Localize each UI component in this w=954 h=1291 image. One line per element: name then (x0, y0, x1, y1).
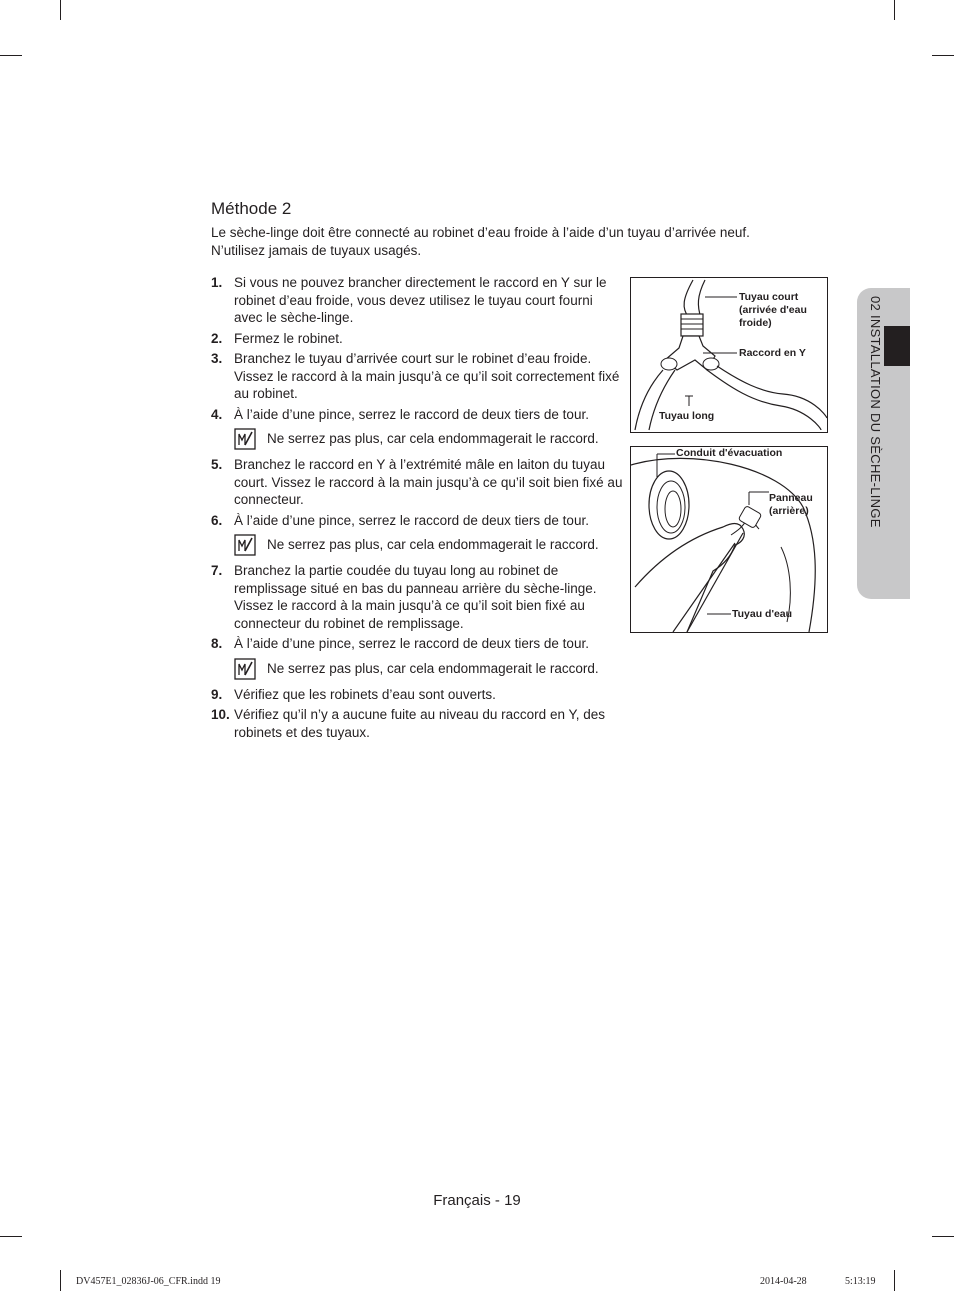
note-text: Ne serrez pas plus, car cela endommagerait le raccord. (267, 537, 599, 552)
step-text: Si vous ne pouvez brancher directement le raccord en Y sur le robinet d’eau froide, vous devez utilisez le tuyau court fourni avec le sèche-linge. (234, 275, 607, 325)
step-number: 2. (211, 330, 223, 346)
note-icon (234, 534, 256, 556)
step-number: 7. (211, 563, 223, 578)
print-slug-time: 5:13:19 (845, 1276, 876, 1287)
step-number: 3. (211, 351, 223, 366)
note-icon (234, 428, 256, 450)
note (211, 428, 623, 450)
step-text: Fermez le robinet. (234, 330, 343, 346)
step-number: 5. (211, 457, 223, 472)
crop-mark (60, 1270, 61, 1291)
step-text: Branchez le tuyau d’arrivée court sur le robinet d’eau froide. Vissez le raccord à la main jusqu’à ce qu’il soit correctement fixé au robinet. (234, 351, 620, 401)
step-number: 1. (211, 275, 223, 290)
step-text: À l’aide d’une pince, serrez le raccord de deux tiers de tour. (234, 512, 589, 528)
note-icon (234, 658, 256, 680)
chapter-tab-marker (884, 326, 910, 366)
step-item (211, 562, 623, 632)
step-text: Vérifiez que les robinets d’eau sont ouverts. (234, 686, 496, 702)
intro-line: N’utilisez jamais de tuyaux usagés. (211, 242, 422, 258)
step-item (211, 512, 623, 530)
step-item (211, 706, 623, 741)
step-text: Branchez le raccord en Y à l’extrémité mâle en laiton du tuyau court. Vissez le raccord à la main jusqu’à ce qu’il soit bien fixé au connecteur. (234, 457, 623, 507)
step-text: Vérifiez qu’il n’y a aucune fuite au niveau du raccord en Y, des robinets et des tuyaux. (234, 707, 605, 740)
page-footer: Français - 19 (433, 1192, 521, 1209)
step-item (211, 350, 623, 403)
note (211, 534, 623, 556)
label-y-connector: Raccord en Y (739, 347, 806, 359)
figure-y-connector (630, 277, 828, 433)
crop-mark (894, 1270, 895, 1291)
label-panel: Panneau (arrière) (769, 492, 813, 517)
step-number: 4. (211, 406, 223, 422)
crop-mark (932, 55, 954, 56)
crop-mark (60, 0, 61, 20)
steps-list (211, 274, 623, 741)
dryer-rear-illustration (631, 447, 827, 632)
step-item (211, 406, 623, 424)
intro-line: Le sèche-linge doit être connecté au robinet d’eau froide à l’aide d’un tuyau d’arrivée neuf. (211, 225, 750, 240)
figure-dryer-rear (630, 446, 828, 633)
print-slug-file: DV457E1_02836J-06_CFR.indd 19 (76, 1276, 221, 1287)
step-item (211, 330, 623, 348)
note-text: Ne serrez pas plus, car cela endommagerait le raccord. (267, 431, 599, 446)
label-short-hose: Tuyau court (arrivée d'eau froide) (739, 291, 807, 329)
step-item (211, 274, 623, 327)
crop-mark (0, 1236, 22, 1237)
note-text: Ne serrez pas plus, car cela endommagerait le raccord. (267, 660, 599, 676)
note (211, 658, 623, 680)
label-long-hose: Tuyau long (659, 410, 715, 422)
step-text: Branchez la partie coudée du tuyau long au robinet de remplissage situé en bas du panneau arrière du sèche-linge. Vissez le raccord à la main jusqu’à ce qu’il soit bien fixé au connecteur du robinet de remplissage. (234, 563, 597, 631)
step-item (211, 456, 623, 509)
label-exhaust: Conduit d'évacuation (676, 447, 783, 459)
step-number: 9. (211, 686, 223, 702)
step-number: 10. (211, 707, 230, 722)
crop-mark (932, 1236, 954, 1237)
label-water-hose: Tuyau d'eau (732, 608, 793, 620)
print-slug-date: 2014-04-28 (760, 1276, 807, 1287)
crop-mark (894, 0, 895, 20)
step-number: 6. (211, 512, 223, 528)
chapter-tab-label: 02 INSTALLATION DU SÈCHE-LINGE (868, 296, 883, 528)
section-title: Méthode 2 (211, 199, 292, 218)
step-text: À l’aide d’une pince, serrez le raccord de deux tiers de tour. (234, 406, 589, 422)
step-text: À l’aide d’une pince, serrez le raccord de deux tiers de tour. (234, 636, 589, 651)
step-number: 8. (211, 636, 223, 651)
step-item (211, 686, 623, 704)
crop-mark (0, 55, 22, 56)
intro-text (211, 224, 811, 259)
step-item (211, 635, 623, 653)
